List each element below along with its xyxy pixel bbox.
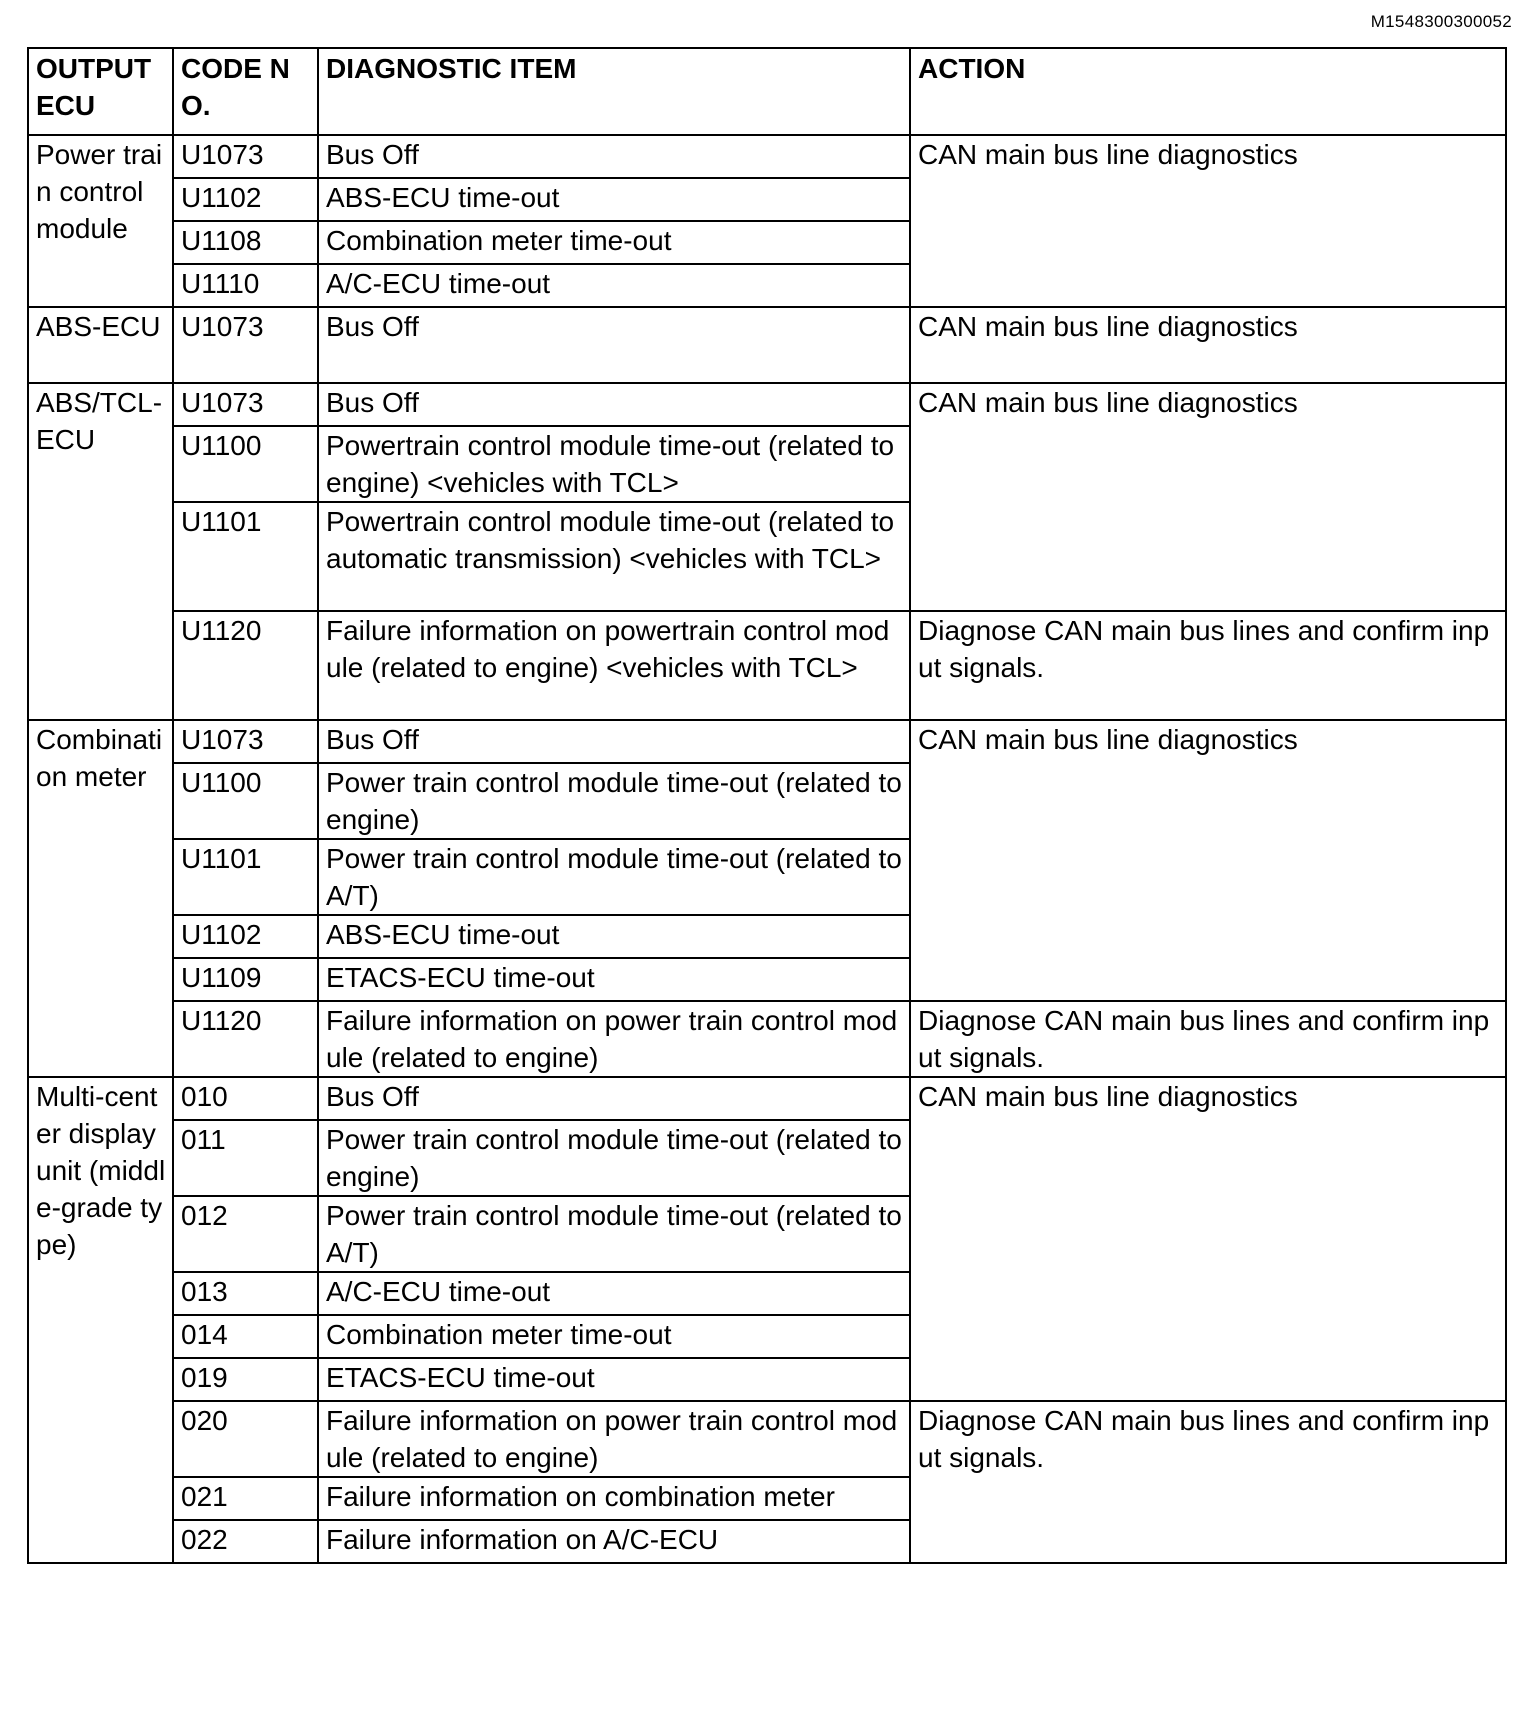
diagnostic-item-cell: Power train control module time-out (related to A/T) [318,839,910,915]
code-cell: 022 [173,1520,318,1563]
diagnostic-item-cell: A/C-ECU time-out [318,264,910,307]
diagnostic-item-cell: Failure information on combination meter [318,1477,910,1520]
output-ecu-cell: Power train control module [28,135,173,307]
diagnostic-item-cell: Power train control module time-out (related to engine) [318,1120,910,1196]
action-cell: Diagnose CAN main bus lines and confirm input signals. [910,1001,1506,1077]
code-cell: U1100 [173,426,318,502]
diagnostic-item-cell: Bus Off [318,135,910,178]
action-cell: CAN main bus line diagnostics [910,720,1506,1001]
table-row [28,135,1506,178]
diagnostic-item-cell: Bus Off [318,720,910,763]
code-cell: U1120 [173,611,318,720]
code-cell: U1102 [173,178,318,221]
output-ecu-cell: ABS/TCL-ECU [28,383,173,720]
diagnostic-item-cell: Bus Off [318,307,910,383]
code-cell: 014 [173,1315,318,1358]
output-ecu-cell: Multi-center display unit (middle-grade type) [28,1077,173,1563]
output-ecu-cell: Combination meter [28,720,173,1077]
code-cell: 013 [173,1272,318,1315]
diagnostic-item-cell: Combination meter time-out [318,221,910,264]
document-id: M1548300300052 [1370,12,1512,31]
code-cell: U1101 [173,502,318,611]
table-row [28,720,1506,763]
code-cell: 020 [173,1401,318,1477]
diagnostic-item-cell: Bus Off [318,1077,910,1120]
code-cell: 021 [173,1477,318,1520]
code-cell: U1073 [173,135,318,178]
action-cell: CAN main bus line diagnostics [910,135,1506,307]
header-action: ACTION [910,48,1506,135]
table-row [28,1001,1506,1077]
diagnostic-item-cell: Failure information on power train control module (related to engine) [318,1401,910,1477]
action-cell: CAN main bus line diagnostics [910,1077,1506,1401]
header-code-no: CODE NO. [173,48,318,135]
table-row [28,307,1506,383]
diagnostic-item-cell: ETACS-ECU time-out [318,1358,910,1401]
diagnostic-item-cell: Failure information on power train control module (related to engine) [318,1001,910,1077]
diagnostic-item-cell: Combination meter time-out [318,1315,910,1358]
table-row [28,383,1506,426]
table-body [28,135,1506,1563]
diagnostic-item-cell: Power train control module time-out (related to A/T) [318,1196,910,1272]
diagnostic-item-cell: Failure information on A/C-ECU [318,1520,910,1563]
code-cell: U1073 [173,307,318,383]
code-cell: U1108 [173,221,318,264]
code-cell: U1102 [173,915,318,958]
diagnostic-item-cell: ABS-ECU time-out [318,915,910,958]
output-ecu-cell: ABS-ECU [28,307,173,383]
diagnostic-item-cell: Powertrain control module time-out (related to engine) <vehicles with TCL> [318,426,910,502]
code-cell: U1110 [173,264,318,307]
code-cell: U1073 [173,720,318,763]
code-cell: 019 [173,1358,318,1401]
header-output-ecu: OUTPUT ECU [28,48,173,135]
table-row [28,611,1506,720]
diagnostic-item-cell: A/C-ECU time-out [318,1272,910,1315]
code-cell: U1109 [173,958,318,1001]
code-cell: U1073 [173,383,318,426]
code-cell: 012 [173,1196,318,1272]
action-cell: CAN main bus line diagnostics [910,307,1506,383]
code-cell: U1101 [173,839,318,915]
code-cell: 011 [173,1120,318,1196]
header-diagnostic-item: DIAGNOSTIC ITEM [318,48,910,135]
diagnostic-item-cell: ABS-ECU time-out [318,178,910,221]
action-cell: Diagnose CAN main bus lines and confirm input signals. [910,1401,1506,1563]
action-cell: CAN main bus line diagnostics [910,383,1506,611]
code-cell: 010 [173,1077,318,1120]
diagnostic-code-table [27,47,1507,1564]
table-header-row [28,48,1506,135]
code-cell: U1100 [173,763,318,839]
diagnostic-item-cell: Bus Off [318,383,910,426]
action-cell: Diagnose CAN main bus lines and confirm input signals. [910,611,1506,720]
diagnostic-item-cell: Failure information on powertrain control module (related to engine) <vehicles with TCL> [318,611,910,720]
code-cell: U1120 [173,1001,318,1077]
table-row [28,1077,1506,1120]
diagnostic-item-cell: ETACS-ECU time-out [318,958,910,1001]
diagnostic-item-cell: Power train control module time-out (related to engine) [318,763,910,839]
diagnostic-item-cell: Powertrain control module time-out (related to automatic transmission) <vehicles with TCL> [318,502,910,611]
table-row [28,1401,1506,1477]
